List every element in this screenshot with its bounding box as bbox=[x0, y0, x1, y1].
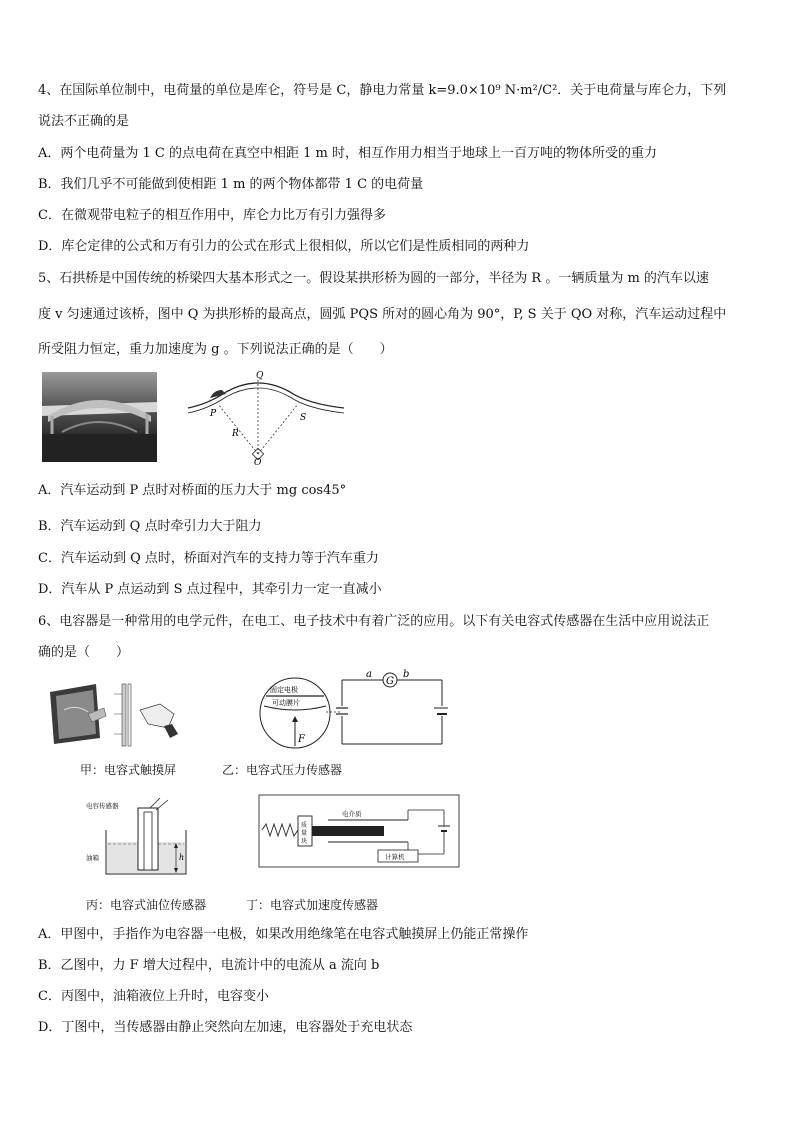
label-dielectric: 电介质 bbox=[342, 810, 362, 818]
q5-stem-line2: 度 v 匀速通过该桥，图中 Q 为拱形桥的最高点，圆弧 PQS 所对的圆心角为 90°，P, S 关于 QO 对称，汽车运动过程中 bbox=[38, 307, 727, 322]
q6-option-b: B．乙图中，力 F 增大过程中，电流计中的电流从 a 流向 b bbox=[38, 958, 380, 973]
label-capacitive-sensor: 电容传感器 bbox=[86, 802, 119, 810]
q5-stem-line3: 所受阻力恒定，重力加速度为 g 。下列说法正确的是（ ） bbox=[38, 342, 393, 357]
acceleration-sensor-figure bbox=[258, 794, 462, 870]
label-movable-film: 可动膜片 bbox=[272, 699, 300, 707]
label-a: a bbox=[366, 669, 372, 680]
q6-stem-line1: 6、电容器是一种常用的电学元件，在电工、电子技术中有着广泛的应用。以下有关电容式传感器在生活中应用说法正 bbox=[38, 614, 710, 629]
q4-option-b: B．我们几乎不可能做到使相距 1 m 的两个物体都带 1 C 的电荷量 bbox=[38, 177, 424, 192]
q5-option-c: C．汽车运动到 Q 点时，桥面对汽车的支持力等于汽车重力 bbox=[38, 551, 379, 566]
oil-level-sensor-figure bbox=[86, 796, 198, 878]
label-r: R bbox=[232, 429, 239, 439]
q5-option-b: B．汽车运动到 Q 点时牵引力大于阻力 bbox=[38, 519, 262, 534]
q5-option-d: D．汽车从 P 点运动到 S 点过程中，其牵引力一定一直减小 bbox=[38, 582, 382, 597]
label-fixed-electrode: 固定电极 bbox=[270, 686, 298, 694]
label-computer: 计算机 bbox=[385, 853, 405, 861]
q5-stem-line1: 5、石拱桥是中国传统的桥梁四大基本形式之一。假设某拱形桥为圆的一部分，半径为 R 。一辆质量为 m 的汽车以速 bbox=[38, 271, 709, 286]
q4-option-c: C．在微观带电粒子的相互作用中，库仑力比万有引力强得多 bbox=[38, 208, 386, 223]
q4-stem-line2: 说法不正确的是 bbox=[38, 114, 130, 129]
q6-option-a: A．甲图中，手指作为电容器一电极，如果改用绝缘笔在电容式触摸屏上仍能正常操作 bbox=[38, 927, 529, 942]
q4-option-d: D．库仑定律的公式和万有引力的公式在形式上很相似，所以它们是性质相同的两种力 bbox=[38, 239, 530, 254]
stone-bridge-photo bbox=[42, 372, 157, 462]
label-b: b bbox=[403, 669, 410, 680]
q4-stem-line1: 4、在国际单位制中，电荷量的单位是库仑，符号是 C，静电力常量 k=9.0×10⁹ N·m²/C²．关于电荷量与库仑力，下列 bbox=[38, 83, 727, 98]
label-force-f: F bbox=[298, 734, 305, 745]
caption-ding: 丁：电容式加速度传感器 bbox=[246, 898, 379, 912]
label-s: S bbox=[300, 413, 307, 423]
arch-bridge-diagram bbox=[186, 370, 346, 466]
label-q: Q bbox=[256, 371, 264, 381]
label-oil-tank: 油箱 bbox=[86, 854, 99, 862]
q5-option-a: A．汽车运动到 P 点时对桥面的压力大于 mg cos45° bbox=[38, 483, 347, 498]
q6-option-c: C．丙图中，油箱液位上升时，电容变小 bbox=[38, 989, 269, 1004]
q6-stem-line2: 确的是（ ） bbox=[38, 645, 130, 660]
label-o: O bbox=[254, 458, 262, 466]
caption-jia: 甲：电容式触摸屏 bbox=[80, 763, 177, 777]
caption-bing: 丙：电容式油位传感器 bbox=[86, 898, 207, 912]
label-h: h bbox=[179, 853, 185, 862]
label-mass-1: 质 bbox=[301, 822, 308, 829]
caption-yi: 乙：电容式压力传感器 bbox=[222, 763, 343, 777]
q6-option-d: D．丁图中，当传感器由静止突然向左加速，电容器处于充电状态 bbox=[38, 1020, 413, 1035]
q4-option-a: A．两个电荷量为 1 C 的点电荷在真空中相距 1 m 时，相互作用力相当于地球上一百万吨的物体所受的重力 bbox=[38, 146, 657, 161]
label-mass-3: 块 bbox=[301, 838, 308, 845]
label-p: P bbox=[210, 409, 217, 419]
touchscreen-figure bbox=[44, 680, 194, 750]
pressure-sensor-figure bbox=[256, 668, 448, 754]
label-galvanometer: G bbox=[386, 676, 394, 687]
label-mass-2: 量 bbox=[301, 830, 308, 837]
